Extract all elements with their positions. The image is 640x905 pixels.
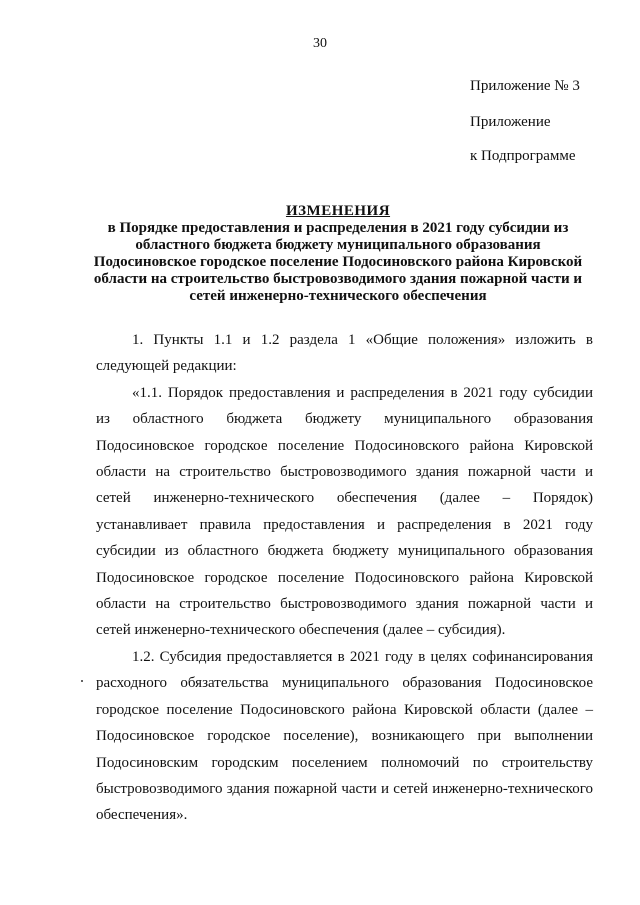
margin-mark bbox=[81, 680, 83, 682]
page-number: 30 bbox=[313, 36, 327, 51]
document-title bbox=[88, 203, 588, 305]
title-line-1: в Порядке предоставления и распределения в 2021 году субсидии из bbox=[107, 220, 569, 236]
appendix-reference: к Подпрограмме bbox=[470, 148, 576, 164]
title-line-3: Подосиновское городское поселение Подосиновского района Кировской bbox=[93, 254, 583, 270]
title-line-4: области на строительство быстровозводимого здания пожарной части и bbox=[93, 271, 583, 287]
appendix-caption: Приложение bbox=[470, 114, 551, 130]
title-line-2: областного бюджета бюджету муниципального образования bbox=[135, 237, 541, 253]
title-line-5: сетей инженерно-технического обеспечения bbox=[189, 288, 487, 304]
appendix-label: Приложение № 3 bbox=[470, 78, 580, 94]
document-body bbox=[96, 327, 593, 829]
paragraph-intro: 1. Пункты 1.1 и 1.2 раздела 1 «Общие положения» изложить в следующей редакции: bbox=[96, 332, 593, 375]
paragraph-clause-1-2: 1.2. Субсидия предоставляется в 2021 году в целях софинансирования расходного обязательства муниципального образования Подосиновское городское поселение Подосиновского района Кировской области (далее – Подосиновское городское поселение), возникающего при выполнении Подосиновским городским поселением полномочий по строительству быстровозводимого здания пожарной части и сетей инженерно-технического обеспечения». bbox=[96, 648, 593, 824]
title-heading: ИЗМЕНЕНИЯ bbox=[285, 203, 391, 219]
paragraph-clause-1-1: «1.1. Порядок предоставления и распределения в 2021 году субсидии из областного бюджета бюджету муниципального образования Подосиновское городское поселение Подосиновского района Кировской области на строительство быстровозводимого здания пожарной части и сетей инженерно-технического обеспечения (далее – Порядок) устанавливает правила предоставления и распределения в 2021 году субсидии из областного бюджета бюджету муниципального образования Подосиновское городское поселение Подосиновского района Кировской области на строительство быстровозводимого здания пожарной части и сетей инженерно-технического обеспечения (далее – субсидия). bbox=[96, 384, 593, 639]
